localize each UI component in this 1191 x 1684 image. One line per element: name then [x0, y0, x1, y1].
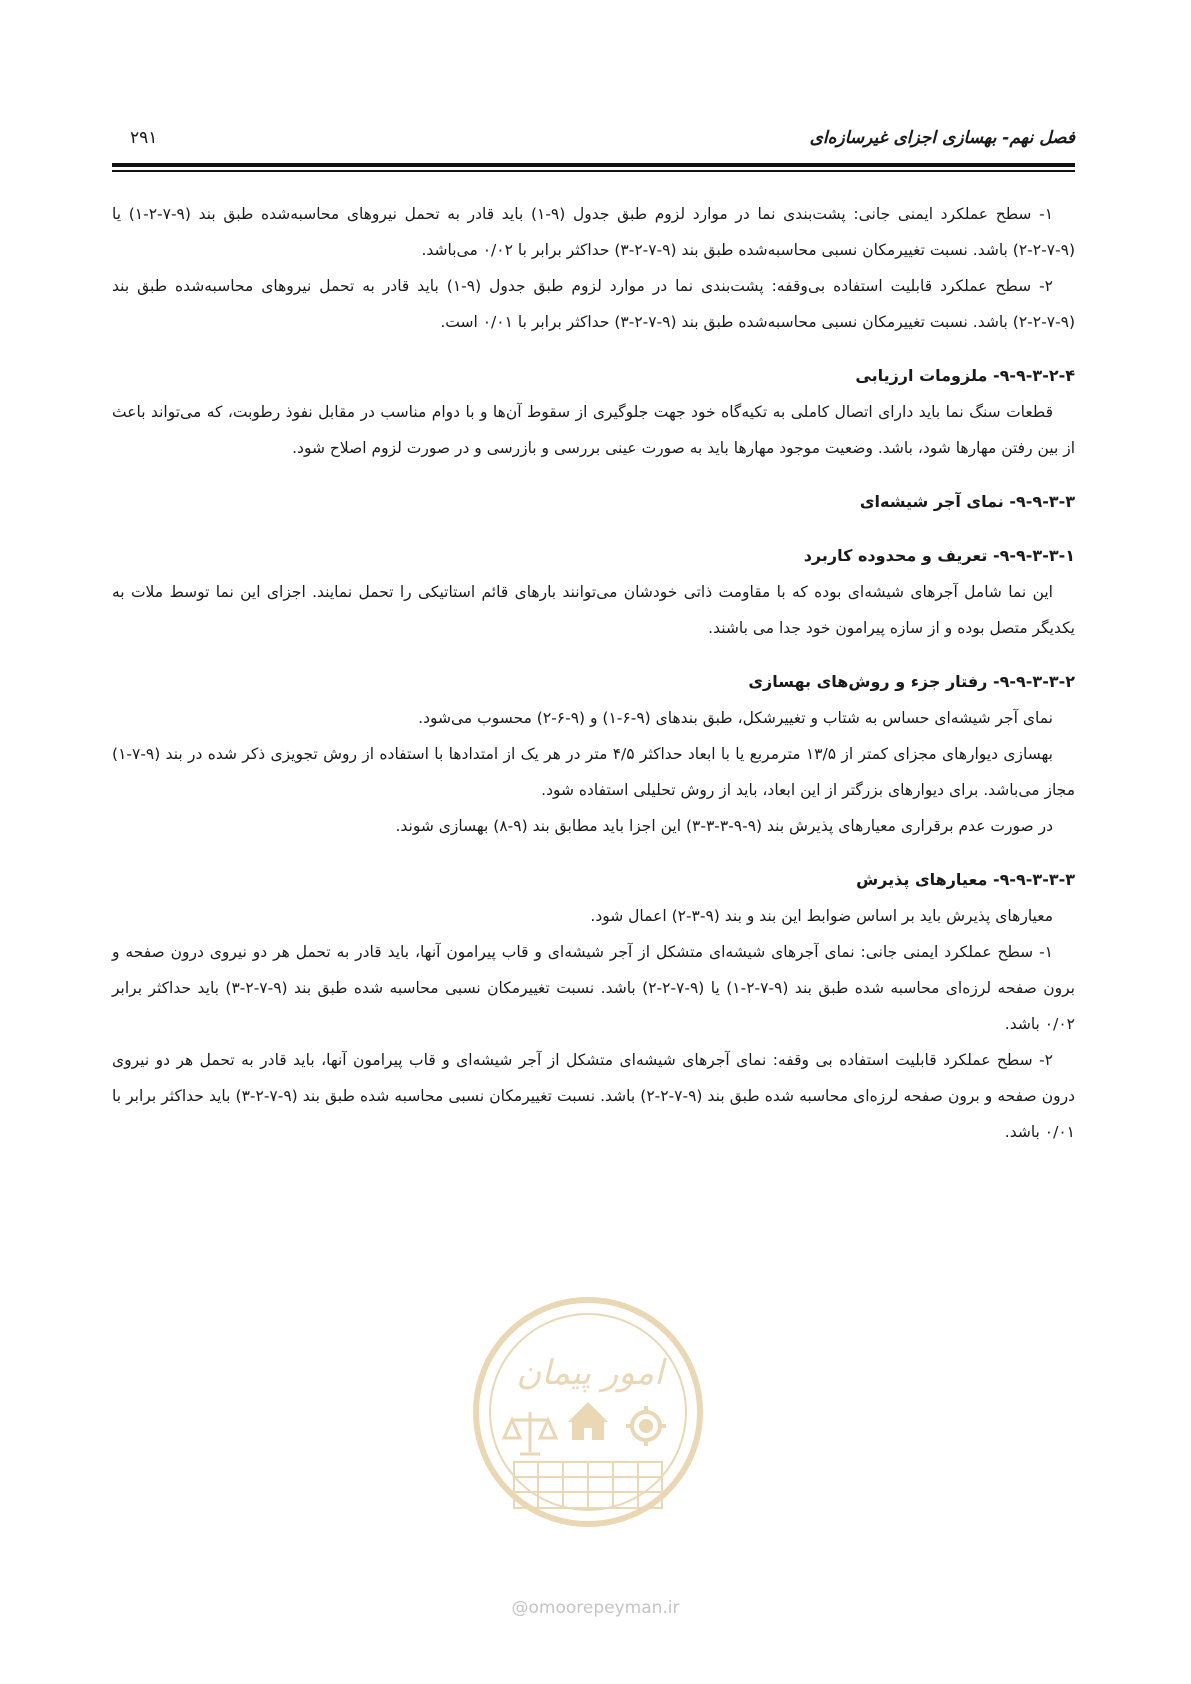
- watermark-logo-text: امور پیمان: [516, 1353, 664, 1393]
- section-heading-glass-block: ۹-۹-۳-۳- نمای آجر شیشه‌ای: [859, 492, 1075, 511]
- section-heading-behavior-rehab: ۹-۹-۳-۳-۲- رفتار جزء و روش‌های بهسازی: [748, 672, 1075, 691]
- house-icon: [568, 1402, 608, 1440]
- paragraph-noncompliance: در صورت عدم برقراری معیارهای پذیرش بند (۹-۹-۳-۳-۳) این اجزا باید مطابق بند (۹-۸) بهسازی شوند.: [395, 817, 1053, 835]
- scales-icon: [504, 1412, 556, 1454]
- paragraph-sensitivity: نمای آجر شیشه‌ای حساس به شتاب و تغییرشکل، طبق بندهای (۹-۶-۱) و (۹-۶-۲) محسوب می‌شود.: [418, 709, 1053, 727]
- paragraph-glass-block-definition: این نما شامل آجرهای شیشه‌ای بوده که با مقاومت ذاتی خودشان می‌توانند بارهای قائم استاتیکی را تحمل نمایند. اجزای این نما توسط ملات به یکدیگر متصل بوده و از سازه پیرامون خود جدا می باشند.: [112, 583, 1075, 637]
- header-rule-thick: [112, 163, 1075, 167]
- paragraph-prescriptive-method: بهسازی دیوارهای مجزای کمتر از ۱۳/۵ مترمربع یا با ابعاد حداکثر ۴/۵ متر در هر یک از امتدادها با استفاده از روش تجویزی ذکر شده در بند (۹-۷-۱) مجاز می‌باشد. برای دیوارهای بزرگتر از این ابعاد، باید از روش تحلیلی استفاده شود.: [112, 745, 1075, 799]
- section-heading-acceptance-criteria: ۹-۹-۳-۳-۳- معیارهای پذیرش: [856, 870, 1075, 889]
- paragraph-immediate-occupancy: ۲- سطح عملکرد قابلیت استفاده بی‌وقفه: پشت‌بندی نما در موارد لزوم طبق جدول (۹-۱) باید قادر به تحمل نیروهای محاسبه‌شده طبق بند (۹-۷-۲-۲) باشد. نسبت تغییرمکان نسبی محاسبه‌شده طبق بند (۹-۷-۲-۳) حداکثر برابر با ۰/۰۱ است.: [112, 277, 1075, 331]
- header-rule-thin: [112, 170, 1075, 172]
- page-body: [112, 196, 1075, 1150]
- section-heading-evaluation-requirements: ۹-۹-۳-۲-۴- ملزومات ارزیابی: [855, 366, 1075, 385]
- section-heading-definition-scope: ۹-۹-۳-۳-۱- تعریف و محدوده کاربرد: [803, 546, 1075, 565]
- paragraph-glass-life-safety: ۱- سطح عملکرد ایمنی جانی: نمای آجرهای شیشه‌ای متشکل از آجر شیشه‌ای و قاب پیرامون آنها، باید قادر به تحمل هر دو نیروی درون صفحه و برون صفحه لرزه‌ای محاسبه شده طبق بند (۹-۷-۲-۱) یا (۹-۷-۲-۲) باشد. نسبت تغییرمکان نسبی محاسبه شده طبق بند (۹-۷-۲-۳) باید حداکثر برابر ۰/۰۲ باشد.: [112, 943, 1075, 1033]
- paragraph-life-safety: ۱- سطح عملکرد ایمنی جانی: پشت‌بندی نما در موارد لزوم طبق جدول (۹-۱) باید قادر به تحمل نیروهای محاسبه‌شده طبق بند (۹-۷-۲-۱) یا (۹-۷-۲-۲) باشد. نسبت تغییرمکان نسبی محاسبه‌شده طبق بند (۹-۷-۲-۳) حداکثر برابر با ۰/۰۲ می‌باشد.: [112, 205, 1075, 259]
- paragraph-acceptance-basis: معیارهای پذیرش باید بر اساس ضوابط این بند و بند (۹-۳-۲) اعمال شود.: [590, 907, 1053, 925]
- paragraph-stone-facade: قطعات سنگ نما باید دارای اتصال کاملی به تکیه‌گاه خود جهت جلوگیری از سقوط آن‌ها و با دوام مناسب در مقابل نفوذ رطوبت، که می‌تواند باعث از بین رفتن مهارها شود، باشد. وضعیت موجود مهارها باید به صورت عینی بررسی و بازرسی و در صورت لزوم اصلاح شود.: [112, 403, 1075, 457]
- paragraph-glass-immediate-occupancy: ۲- سطح عملکرد قابلیت استفاده بی وقفه: نمای آجرهای شیشه‌ای متشکل از آجر شیشه‌ای و قاب پیرامون آنها، باید قادر به تحمل هر دو نیروی درون صفحه و برون صفحه لرزه‌ای محاسبه شده طبق بند (۹-۷-۲-۲) باشد. نسبت تغییرمکان نسبی محاسبه شده طبق بند (۹-۷-۲-۳) باید حداکثر برابر با ۰/۰۱ باشد.: [112, 1051, 1075, 1141]
- brick-grid-icon: [514, 1462, 662, 1508]
- gear-icon: [626, 1406, 666, 1446]
- page-header: [112, 124, 1075, 164]
- watermark-site: @omoorepeyman.ir: [511, 1598, 680, 1618]
- watermark-logo: [468, 1292, 708, 1532]
- chapter-title: فصل نهم- بهسازی اجزای غیرسازه‌ای: [809, 128, 1075, 148]
- page-number: ۲۹۱: [130, 128, 158, 148]
